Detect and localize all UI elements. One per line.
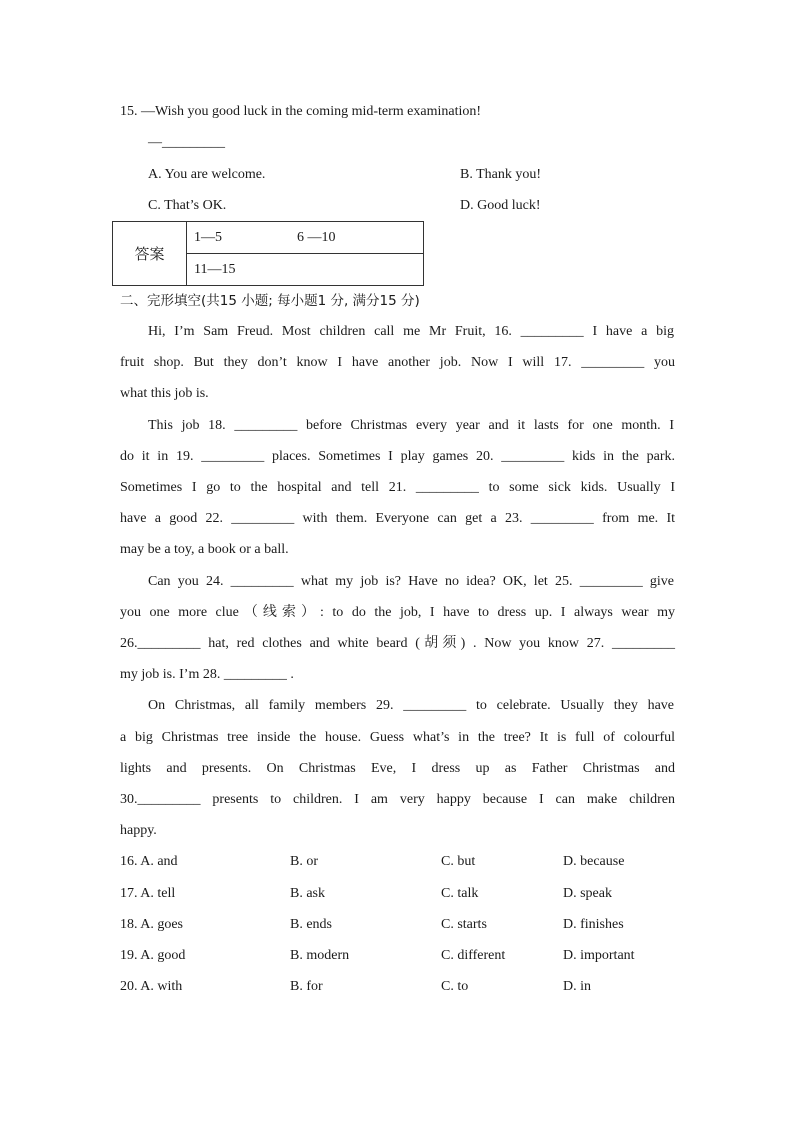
passage-line: On Christmas, all family members 29. _________ to celebrate. Usually they have — [148, 698, 674, 713]
answer-range-1-5: 1—5 — [194, 230, 222, 245]
answer-box — [112, 221, 424, 286]
choice-17-c: C. talk — [441, 886, 479, 901]
passage-line: lights and presents. On Christmas Eve, I dress up as Father Christmas and — [120, 761, 675, 776]
choice-16-a: 16. A. and — [120, 854, 178, 869]
choice-19-d: D. important — [563, 948, 635, 963]
choice-19-a: 19. A. good — [120, 948, 186, 963]
passage-line: fruit shop. But they don’t know I have another job. Now I will 17. _________ you — [120, 355, 675, 370]
choice-17-a: 17. A. tell — [120, 886, 176, 901]
choice-17-d: D. speak — [563, 886, 612, 901]
choice-20-a: 20. A. with — [120, 979, 183, 994]
choice-19-b: B. modern — [290, 948, 350, 963]
passage-line: have a good 22. _________ with them. Everyone can get a 23. _________ from me. It — [120, 511, 675, 526]
q15-option-b: B. Thank you! — [460, 167, 542, 182]
q15-option-c: C. That’s OK. — [148, 198, 227, 213]
choice-20-c: C. to — [441, 979, 469, 994]
section-title: 二、完形填空(共15 小题; 每小题1 分, 满分15 分) — [120, 293, 420, 309]
choice-18-a: 18. A. goes — [120, 917, 183, 932]
answer-row-2 — [187, 254, 424, 286]
choice-18-d: D. finishes — [563, 917, 624, 932]
choice-20-d: D. in — [563, 979, 591, 994]
passage-line: do it in 19. _________ places. Sometimes I play games 20. _________ kids in the park. — [120, 449, 675, 464]
answer-range-11-15: 11—15 — [194, 262, 236, 277]
q15-reply-blank: —_________ — [148, 135, 225, 150]
q15-option-a: A. You are welcome. — [148, 167, 266, 182]
choice-20-b: B. for — [290, 979, 323, 994]
choice-16-b: B. or — [290, 854, 318, 869]
passage-line: 26._________ hat, red clothes and white beard (胡须) . Now you know 27. _________ — [120, 636, 675, 651]
passage-line: you one more clue（线索）: to do the job, I have to dress up. I always wear my — [120, 605, 675, 620]
answer-range-6-10: 6 —10 — [297, 230, 336, 245]
passage-line: happy. — [120, 823, 157, 838]
choice-16-d: D. because — [563, 854, 625, 869]
passage-line: a big Christmas tree inside the house. Guess what’s in the tree? It is full of colourful — [120, 730, 675, 745]
passage-line: 30._________ presents to children. I am very happy because I can make children — [120, 792, 675, 807]
passage-line: my job is. I’m 28. _________ . — [120, 667, 294, 682]
q15-stem: 15. —Wish you good luck in the coming mid-term examination! — [120, 104, 482, 119]
choice-19-c: C. different — [441, 948, 506, 963]
passage-line: This job 18. _________ before Christmas every year and it lasts for one month. I — [148, 418, 674, 433]
choice-17-b: B. ask — [290, 886, 325, 901]
passage-line: what this job is. — [120, 386, 209, 401]
choice-18-b: B. ends — [290, 917, 332, 932]
choice-18-c: C. starts — [441, 917, 487, 932]
answer-row-1 — [187, 222, 424, 254]
passage-line: Can you 24. _________ what my job is? Have no idea? OK, let 25. _________ give — [148, 574, 674, 589]
passage-line: may be a toy, a book or a ball. — [120, 542, 289, 557]
passage-line: Hi, I’m Sam Freud. Most children call me Mr Fruit, 16. _________ I have a big — [148, 324, 674, 339]
choice-16-c: C. but — [441, 854, 476, 869]
q15-option-d: D. Good luck! — [460, 198, 541, 213]
passage-line: Sometimes I go to the hospital and tell 21. _________ to some sick kids. Usually I — [120, 480, 675, 495]
answer-box-label: 答案 — [113, 222, 187, 286]
